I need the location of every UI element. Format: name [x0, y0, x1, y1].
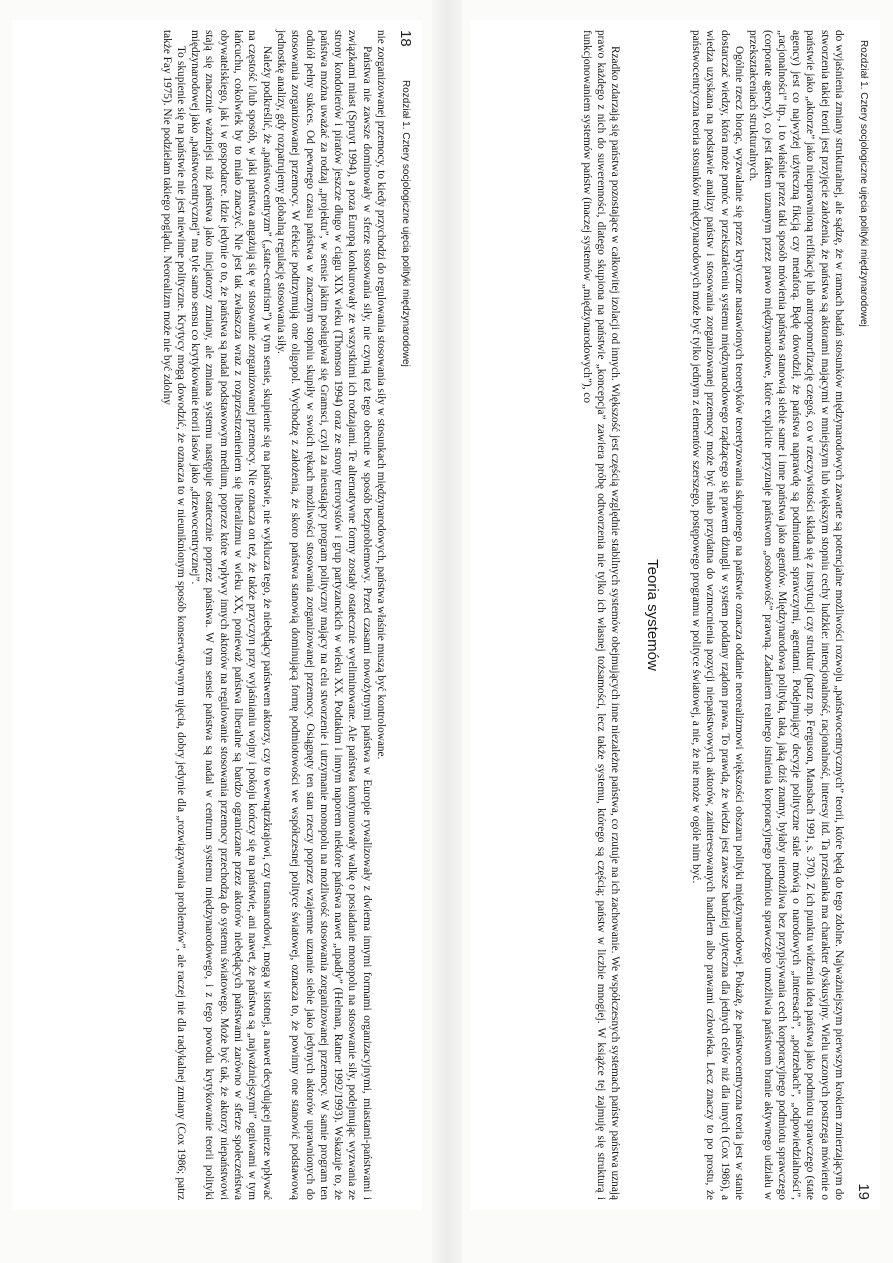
- book-fold-shadow: [432, 0, 462, 1263]
- page-header: [394, 20, 414, 1210]
- running-header: Rozdział 1. Cztery socjologiczne ujęcia polityki międzynarodowej: [858, 40, 869, 327]
- paragraph: Należy podkreślić, że „państwocentryzm” („state-centrism”) w tym sensie, skupienie się na państwie, nie wyklucza tego, że niebędący państwem aktorzy, czy to wewnątrzkrajowi, czy transnarodowi, mogą w istotnej, a nawet decydującej mierze wpływać na częstość i/lub sposób, w jaki państwa angażują się w stosowanie zorganizowanej przemocy. Nie oznacza on też, że także przyczyn przy wyjaśnianiu wojny i pokoju kończy się na państwie, ani nawet, że państwa są „najważniejszymi” ogniwami w tym łańcuchu, cokolwiek by to miało znaczyć. Nie jest tak zwłaszcza wraz z rozprzestrzenieniem się liberalizmu w wieku XX, ponieważ państwa liberalne są bardzo ograniczane przez aktorów niebędących państwami zarówno w sferze społeczeństwa obywatelskiego, jak i w gospodarce. Idzie jedynie o to, że państwa są nadal podstawowym medium, poprzez które wpływy innych aktorów na regulowanie stosowania przemocy przechodzą do systemu światowego. Może być tak, że aktorzy niepaństwowi stają się znacznie ważniejsi niż państwa jako inicjatorzy zmiany, ale zmiana systemu następuje ostatecznie poprzez państwa. W tym sensie państwa są nadal w centrum systemu międzynarodowego, i z tego powodu krytykowanie teorii polityki międzynarodowej jako „państwocentrycznej” ma tyle samo sensu co krytykowanie teorii lasów jako „drzewocentrycznej”.: [189, 30, 273, 1200]
- page-18: [12, 20, 422, 1210]
- paragraph: do wyjaśnienia zmiany strukturalnej, ale sądzę, że w ramach badań stosunków międzynarodowych zawarte są potencjalne możliwości rozwoju „państwocentrycznych” teorii, które będą do tego zdolne. Najważniejszym pierwszym krokiem zmierzającym do stworzenia takiej teorii jest przyjęcie założenia, że państwa są aktorami mającymi w mniejszym lub większym stopniu cechy ludzkie: intencjonalność, racjonalność, interesy itd. Ta przesłanka ma charakter dyskusyjny. Wielu uczonych postrzega mówienie o państwie jako „aktorze” jako nieuprawnioną reifikację lub antropomorfizację czegoś, co w rzeczywistości składa się z instytucji czy struktur (patrz np. Ferguson, Mansbach 1991, s. 370). Z ich punktu widzenia idea państwa jako podmiotu sprawczego (state agency) jest co najwyżej użyteczną fikcją czy metaforą. Będę dowodził, że państwa naprawdę są podmiotami sprawczymi, agentami. Podejmujący decyzje polityczne stale mówią o narodowych „interesach”, „potrzebach”, „odpowiedzialności”, „racjonalności” itp., i to właśnie przez taki sposób mówienia państwa stanowią siebie same i inne państwa jako agentów. Międzynarodowa polityka, taka, jaką dziś znamy, byłaby niemożliwa bez przypisywania cech korporacyjnego podmiotu sprawczego (corporate agency), co jest faktem uznanym przez prawo międzynarodowe, które explicite przyznaje państwom „osobowość” prawną. Zadaniem realnego istnienia korporacyjnego podmiotu sprawczego umożliwia państwom branie aktywnego udziału w przekształceniach strukturalnych.: [747, 30, 845, 1200]
- page-number: 18: [397, 30, 414, 47]
- page-body: [18, 30, 388, 1200]
- paragraph: Ogólnie rzecz biorąc, wyzwalanie się przez krytyczne nastawionych teoretyków teoretyzowania skupionego na państwie oznacza oddanie neorealizmowi większości obszaru polityki międzynarodowej. Pokażę, że państwocentryczna teoria jest w stanie dostarczać wiedzy, która może pomóc w przekształceniu systemu międzynarodowego rządzącego się prawem dżungli w system poddany rządom prawa. To prawda, że wiedza jest zawsze bardziej użyteczna dla jednych celów niż dla innych (Cox 1986), a wiedza uzyskana na podstawie analizy państw i stosowania zorganizowanej przemocy może być mało przydatna do wzmocnienia pozycji niepaństwowych aktorów, zainteresowanych handlem albo prawami człowieka. Lecz znaczy to po prostu, że państwocentryczna teoria stosunków międzynarodowych może być tylko jednym z elementów szerszego, postępowego programu w polityce światowej, a nie, że nie może w ogóle nim być.: [690, 30, 745, 1200]
- paragraph: Państwa nie zawsze dominowały w sferze stosowania siły, nie czynią też tego obecnie w sposób bezproblemowy. Przed czasami nowożytnymi państwa w Europie rywalizowały z dwiema innymi formami organizacyjnymi, miastami-państwami i związkami miast (Spruyt 1994), a poza Europą konkurowały ze wszystkimi ich rodzajami. Te alternatywne formy zostały ostatecznie wyeliminowane. Ale państwa kontynuowały walkę o posiadanie monopolu na stosowanie siły, podejmując wyzwania ze strony kondotierów i piratów jeszcze długo w ciągu XIX wieku (Thomson 1994) oraz ze strony terrorystów i grup partyzanckich w wieku XX. Podtakim i innym naporem niektóre państwa nawet „upadły” (Helman, Ratner 1992/1993). Wskazuje to, że państwa można uważać za rodzaj „projektu”, w sensie jakim posługiwał się Gramsci, czyli za nieustający program polityczny mający na celu stworzenie i utrzymanie monopolu na możliwość stosowania zorganizowanej przemocy. W samie program ten odniół pełny sukces. Od pewnego czasu państwa w znacznym stopniu skupiły w swoich rękach możliwości stosowania zorganizowanej przemocy. Osiągnęty ten stan rzeczy poprzez wzajemne uznanie siebie jako jedynych aktorów uprawnionych do stosowania zorganizowanej przemocy. W efekcie podtrzymują one oligopol. Wychodzę z założenia, że skoro państwa stanowią dominującą formę podmiotowości we współczesnej polityce światowej, oznacza to, że powinny one stanowić podstawową jednostkę analizy, gdy rozpatrujemy globalną regulację stosowania siły.: [274, 30, 373, 1200]
- page-header: [852, 20, 872, 1210]
- section-heading: Teoria systemów: [643, 559, 661, 671]
- paragraph: To skupienie się na państwie nie jest niewinne polityczne. Krytycy mogą dowodzić, że oznacza to w nieuniknionym sposób konserwatywnym ujęcia, dobry jedynie dla „rozwiązywania problemów”, ale raczej nie dla radykalnej zmiany (Cox 1986; patrz także Fay 1975). Nie podzielam takiego poglądu. Neorealizm może nie być zdolny: [160, 30, 187, 1200]
- running-header: Rozdział 1. Cztery socjologiczne ujęcia polityki międzynarodowej: [400, 80, 411, 367]
- page-19: [470, 20, 880, 1210]
- page-body: [476, 30, 846, 1200]
- paragraph: nie zorganizowanej przemocy, to kiedy przychodzi do regulowania stosowania siły w stosunkach międzynarodowych, państwa właśnie muszą być kontrolowane.: [375, 30, 387, 760]
- page-number: 19: [855, 1183, 872, 1200]
- paragraph: Rzadko zdarzają się państwa pozostające w całkowitej izolacji od innych. Większość jest częścią względnie stabilnych systemów obejmujących inne niezależne państwa, co rzutuje na ich zachowanie. We współczesnych systemach państw państwa uznają prawo każdego z nich do suwerenności, dlatego skupiona na państwie „koncepcja” zawiera próbę odtworzenia nie tylko ich własnej tożsamości, lecz także systemu, którego są częścią; państw w liczbie mnogiej. W książce tej zajmuję się strukturą i funkcjonowaniem systemów państw (inaczej systemów „międzynarodowych”), co: [580, 30, 622, 1200]
